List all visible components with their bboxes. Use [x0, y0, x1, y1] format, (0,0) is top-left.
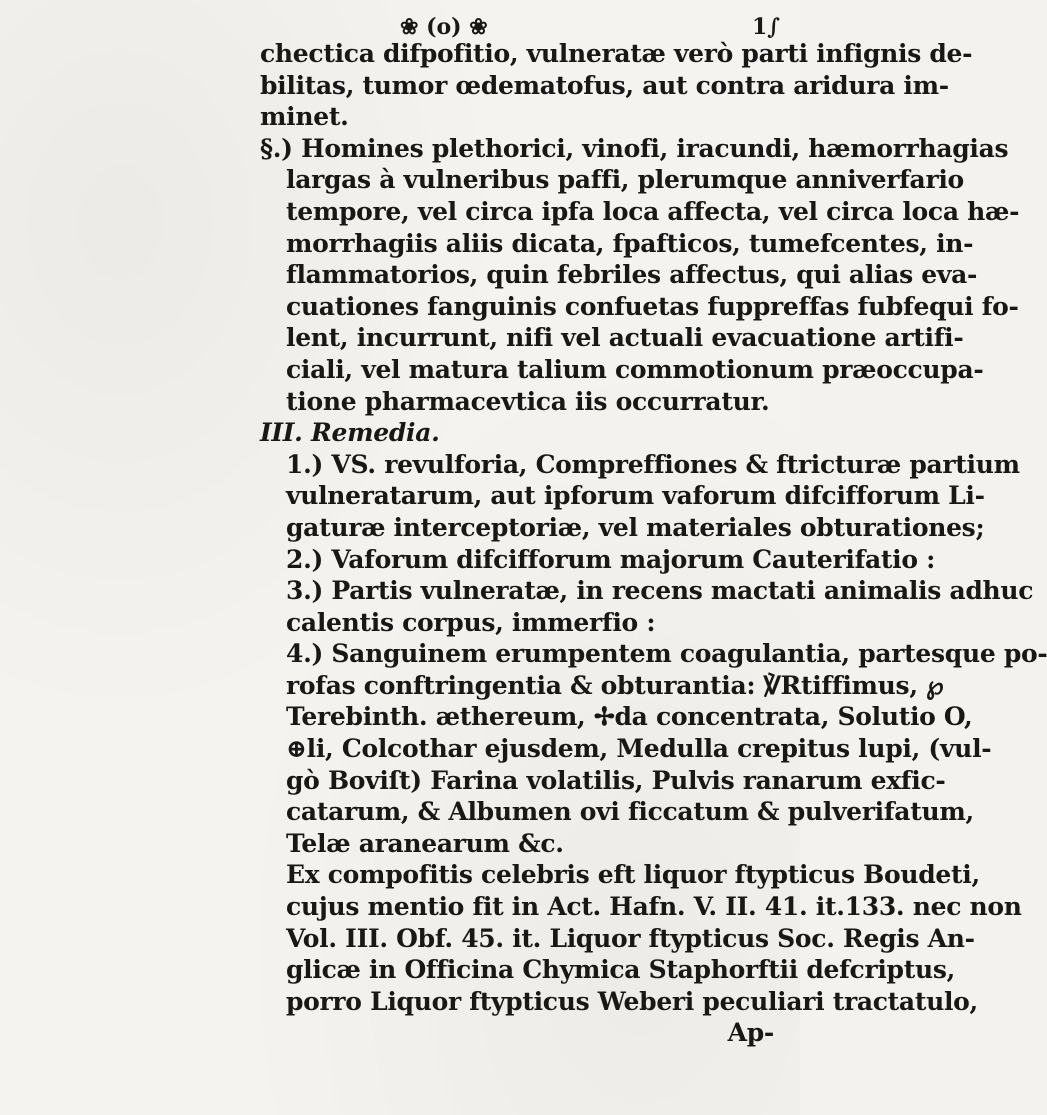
- text-line: ⊕li, Colcothar ejusdem, Medulla crepitus lupi, (vul-: [286, 734, 992, 764]
- text-line: minet.: [260, 102, 349, 132]
- text-line: rofas conftringentia & obturantia: ℣Rtiffimus, ℘: [286, 670, 944, 700]
- text-line: gò Boviſt) Farina volatilis, Pulvis ranarum exfic-: [286, 765, 946, 795]
- text-line: lent, incurrunt, nifi vel actuali evacuatione artifi-: [286, 323, 964, 353]
- text-line: ciali, vel matura talium commotionum præoccupa-: [286, 354, 984, 384]
- text-line: 2.) Vaforum difcifforum majorum Cauterifatio :: [286, 544, 936, 574]
- text-line: cujus mentio fit in Act. Hafn. V. II. 41. it.133. nec non: [286, 892, 1022, 922]
- text-line: tione pharmacevtica iis occurratur.: [286, 386, 770, 416]
- text-line: largas à vulneribus paffi, plerumque anniverfario: [286, 165, 964, 195]
- text-line: chectica difpofitio, vulneratæ verò parti infignis de-: [260, 39, 973, 68]
- text-line: vulneratarum, aut ipforum vaforum difcifforum Li-: [286, 481, 985, 511]
- text-line: porro Liquor ftypticus Weberi peculiari tractatulo,: [286, 986, 978, 1016]
- text-line: 1.) VS. revulforia, Compreffiones & ftricturæ partium: [286, 449, 1020, 479]
- text-line: Ex compofitis celebris eft liquor ftypticus Boudeti,: [286, 860, 980, 890]
- section-heading: III. Remedia.: [260, 418, 440, 448]
- text-line: tempore, vel circa ipfa loca affecta, vel circa loca hæ-: [286, 196, 1020, 226]
- text-line: 4.) Sanguinem erumpentem coagulantia, partesque po-: [286, 639, 1047, 669]
- text-line: Telæ aranearum &c.: [286, 828, 564, 858]
- text-line: cuationes fanguinis confuetas fuppreffas fubfequi fo-: [286, 291, 1019, 321]
- text-line: bilitas, tumor œdematofus, aut contra aridura im-: [260, 70, 949, 100]
- text-line: Vol. III. Obf. 45. it. Liquor ftypticus Soc. Regis An-: [286, 923, 975, 953]
- body-text: [260, 38, 1047, 1049]
- page-number: 1∫: [752, 14, 781, 40]
- text-line: morrhagiis aliis dicata, fpafticos, tumefcentes, in-: [286, 228, 974, 258]
- text-line: calentis corpus, immerfio :: [286, 607, 656, 637]
- text-line: Terebinth. æthereum, ✢da concentrata, Solutio O,: [286, 702, 973, 732]
- text-line: 3.) Partis vulneratæ, in recens mactati animalis adhuc: [286, 576, 1034, 606]
- text-line: flammatorios, quin febriles affectus, qui alias eva-: [286, 260, 978, 290]
- text-line: §.) Homines plethorici, vinofi, iracundi, hæmorrhagias: [260, 133, 1009, 163]
- text-line: gaturæ interceptoriæ, vel materiales obturationes;: [286, 512, 985, 542]
- text-line: glicæ in Officina Chymica Staphorftii defcriptus,: [286, 955, 956, 985]
- text-line: catarum, & Albumen ovi ficcatum & pulverifatum,: [286, 797, 974, 827]
- header-ornament: ❀ (o) ❀: [400, 14, 488, 40]
- catchword: Ap-: [727, 1018, 774, 1048]
